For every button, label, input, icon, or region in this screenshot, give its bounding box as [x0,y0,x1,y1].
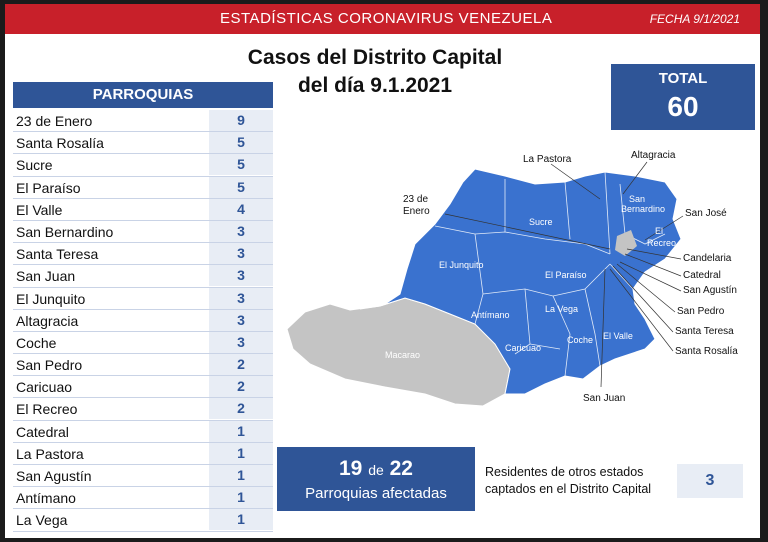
callout-san-pedro: San Pedro [677,306,725,317]
parish-name: Antímano [16,490,76,507]
parish-name: San Bernardino [16,223,114,240]
parish-name: San Juan [16,268,76,285]
callout-catedral: Catedral [683,270,721,281]
parish-cases: 1 [209,421,273,442]
affected-of: de [368,462,384,478]
parish-name: La Vega [16,512,68,529]
map-label-el-valle: El Valle [603,331,633,341]
parish-name: Caricuao [16,379,73,396]
parish-name: El Recreo [16,401,78,418]
residents-line1: Residentes de otros estados [485,465,644,479]
parish-name: 23 de Enero [16,113,93,129]
page-title-line2: del día 9.1.2021 [297,74,453,97]
parish-cases: 9 [209,110,273,131]
total-label: TOTAL [658,70,708,87]
parish-name: La Pastora [16,445,84,462]
parish-cases: 3 [209,332,273,353]
map-label-el-junquito: El Junquito [439,260,484,270]
parish-cases: 1 [209,443,273,464]
callout-23-de-enero-2: Enero [403,206,430,217]
map-label-macarao: Macarao [385,350,421,360]
parish-cases: 4 [209,199,273,220]
parish-cases: 3 [209,221,273,242]
parish-name: Santa Rosalía [16,135,104,152]
affected-caption: Parroquias afectadas [305,485,447,502]
map-label-san-bernardino-1: San [629,194,646,204]
parish-name: El Valle [16,201,63,218]
parish-name: Altagracia [16,312,79,329]
callout-santa-rosalia: Santa Rosalía [675,346,738,357]
parish-cases: 2 [209,376,273,397]
affected-count-line [277,457,475,481]
map-label-el-recreo-1: El [655,226,664,236]
residents-label [485,464,651,498]
parish-cases: 5 [209,177,273,198]
parish-cases: 3 [209,243,273,264]
page-title-line1: Casos del Distrito Capital [247,46,503,69]
parish-name: San Pedro [16,357,83,374]
callout-candelaria: Candelaria [683,253,732,264]
parish-name: Santa Teresa [16,246,99,263]
parish-cases: 3 [209,288,273,309]
callout-altagracia: Altagracia [631,150,676,161]
parish-name: El Junquito [16,290,86,307]
parish-cases: 3 [209,310,273,331]
parish-cases: 5 [209,154,273,175]
affected-count: 19 [339,457,363,480]
affected-summary-box [277,447,475,511]
map-label-san-bernardino-2: Bernardino [621,204,666,214]
residents-value: 3 [677,464,743,498]
callout-san-agustin: San Agustín [683,285,737,296]
callout-santa-teresa: Santa Teresa [675,326,734,337]
callout-san-jose: San José [685,208,727,219]
parishes-table-header: PARROQUIAS [13,82,273,108]
total-parishes: 22 [389,457,413,480]
parish-name: Sucre [16,157,53,174]
map-label-caricuao: Caricuao [505,343,542,353]
header-title: ESTADÍSTICAS CORONAVIRUS VENEZUELA [220,10,553,27]
infographic-card [5,4,760,538]
parish-cases: 2 [209,398,273,419]
parish-name: San Agustín [16,468,92,484]
total-value: 60 [667,91,699,122]
callout-la-pastora: La Pastora [523,154,572,165]
callout-23-de-enero-1: 23 de [403,194,429,205]
parish-cases: 1 [209,509,273,530]
map-label-antimano: Antímano [471,310,510,320]
parish-name: El Paraíso [16,179,81,196]
parish-cases: 5 [209,132,273,153]
map-label-sucre: Sucre [529,217,553,227]
parish-cases: 1 [209,487,273,508]
parish-cases: 2 [209,354,273,375]
map-label-el-paraiso: El Paraíso [545,270,587,280]
parish-cases: 1 [209,465,273,486]
map-label-la-vega: La Vega [545,304,579,314]
callout-san-juan: San Juan [583,393,626,404]
header-date: FECHA 9/1/2021 [649,12,740,26]
parish-cases: 3 [209,265,273,286]
map-label-el-recreo-2: Recreo [647,238,677,248]
map-label-coche: Coche [567,335,594,345]
residents-line2: captados en el Distrito Capital [485,482,652,496]
parish-name: Coche [16,334,57,351]
parish-name: Catedral [16,423,69,440]
